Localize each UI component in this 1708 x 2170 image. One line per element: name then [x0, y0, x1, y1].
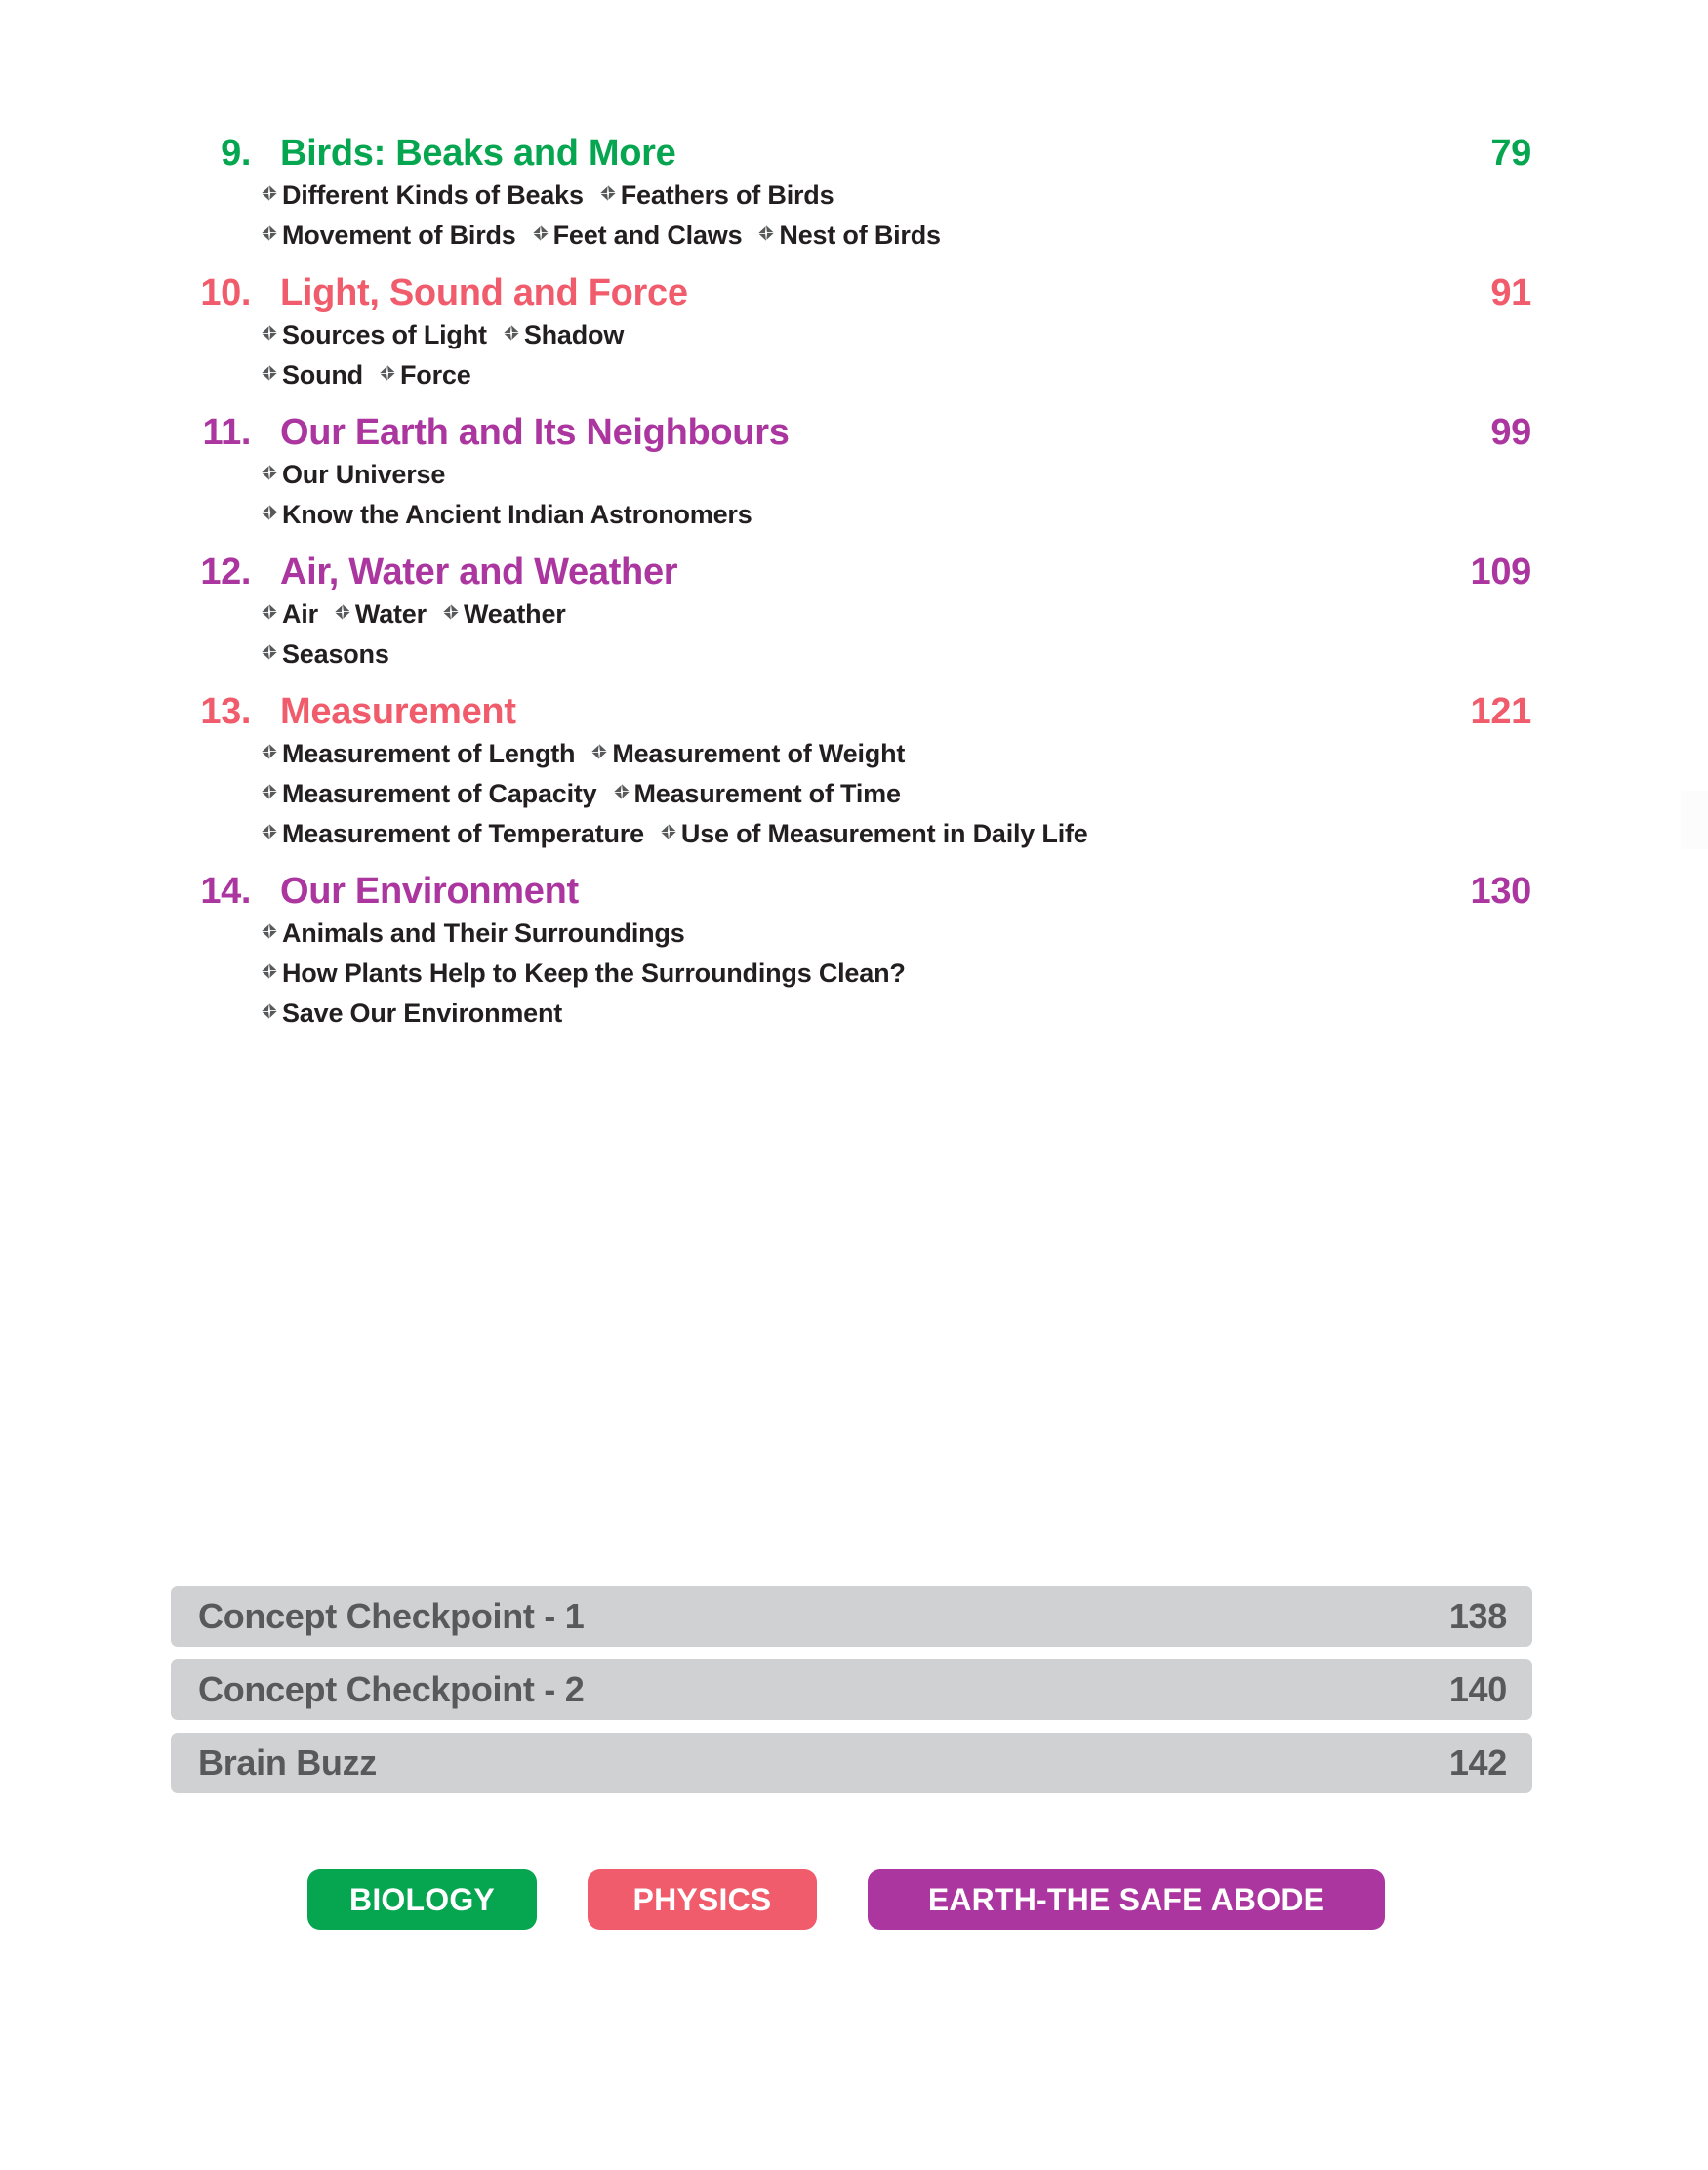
topic-item [261, 500, 752, 530]
topic-item [261, 819, 644, 849]
chapter-page-number: 130 [1470, 871, 1531, 912]
toc-chapter [171, 274, 1537, 390]
topic-item [599, 181, 834, 211]
chapter-topic-lines [171, 739, 1537, 849]
topic-line [261, 181, 1537, 211]
lozenge-bullet-icon [261, 324, 282, 342]
topic-line [261, 221, 1537, 251]
lozenge-bullet-icon [442, 603, 464, 621]
topic-item [660, 819, 1088, 849]
topic-label: Our Universe [282, 460, 446, 489]
topic-item [261, 739, 575, 769]
chapter-page-number: 91 [1490, 272, 1531, 313]
topic-line [261, 959, 1537, 989]
toc-chapter [171, 135, 1537, 251]
lozenge-bullet-icon [599, 184, 621, 202]
topic-item [613, 779, 901, 809]
lozenge-bullet-icon [261, 225, 282, 242]
topic-line [261, 819, 1537, 849]
topic-label: Air [282, 599, 318, 629]
chapter-page-number: 109 [1470, 552, 1531, 593]
topic-label: How Plants Help to Keep the Surroundings Clean? [282, 959, 906, 988]
topic-label: Measurement of Length [282, 739, 576, 768]
extras-bar-label: Concept Checkpoint - 2 [198, 1669, 585, 1709]
topic-label: Feathers of Birds [620, 181, 834, 210]
chapter-number: 9. [221, 133, 251, 174]
lozenge-bullet-icon [261, 184, 282, 202]
extras-bar-page-number: 140 [1448, 1669, 1507, 1709]
topic-line [261, 360, 1537, 390]
topic-item [261, 959, 906, 989]
extras-bar[interactable] [171, 1659, 1532, 1720]
topic-label: Measurement of Weight [612, 739, 906, 768]
topic-item [261, 779, 597, 809]
topic-label: Weather [463, 599, 566, 629]
chapter-heading-row[interactable] [171, 873, 1537, 910]
chapter-topic-lines [171, 460, 1537, 530]
lozenge-bullet-icon [261, 823, 282, 840]
topic-item [261, 599, 318, 630]
topic-label: Seasons [282, 639, 389, 669]
topic-line [261, 320, 1537, 350]
lozenge-bullet-icon [261, 922, 282, 940]
lozenge-bullet-icon [261, 962, 282, 980]
lozenge-bullet-icon [261, 464, 282, 481]
topic-label: Movement of Birds [282, 221, 516, 250]
lozenge-bullet-icon [261, 364, 282, 382]
toc-chapter [171, 553, 1537, 670]
lozenge-bullet-icon [532, 225, 553, 242]
lozenge-bullet-icon [503, 324, 524, 342]
topic-item [379, 360, 471, 390]
table-of-contents [171, 135, 1537, 1052]
topic-label: Know the Ancient Indian Astronomers [282, 500, 752, 529]
topic-item [334, 599, 427, 630]
topic-label: Water [354, 599, 427, 629]
topic-line [261, 500, 1537, 530]
toc-chapter [171, 873, 1537, 1029]
chapter-page-number: 99 [1490, 412, 1531, 453]
topic-label: Feet and Claws [552, 221, 743, 250]
chapter-number: 11. [202, 412, 251, 453]
subject-pill-group [307, 1869, 1385, 1930]
subject-pill-earth[interactable] [868, 1869, 1385, 1930]
topic-line [261, 919, 1537, 949]
lozenge-bullet-icon [613, 783, 634, 800]
lozenge-bullet-icon [261, 504, 282, 521]
lozenge-bullet-icon [379, 364, 400, 382]
topic-item [261, 999, 562, 1029]
topic-label: Force [399, 360, 471, 389]
topic-label: Save Our Environment [282, 999, 563, 1028]
chapter-title[interactable]: Our Earth and Its Neighbours [280, 412, 790, 453]
chapter-number: 14. [200, 871, 251, 912]
lozenge-bullet-icon [590, 743, 612, 760]
chapter-heading-row[interactable] [171, 274, 1537, 311]
topic-label: Animals and Their Surroundings [282, 919, 685, 948]
topic-item [261, 181, 584, 211]
chapter-number: 10. [200, 272, 251, 313]
topic-item [261, 639, 389, 670]
lozenge-bullet-icon [660, 823, 681, 840]
topic-line [261, 779, 1537, 809]
topic-item [590, 739, 905, 769]
chapter-number: 13. [200, 691, 251, 732]
extras-bar-page-number: 138 [1448, 1596, 1507, 1636]
chapter-heading-row[interactable] [171, 135, 1537, 172]
chapter-heading-row[interactable] [171, 553, 1537, 591]
topic-line [261, 739, 1537, 769]
topic-item [442, 599, 566, 630]
topic-line [261, 639, 1537, 670]
topic-label: Measurement of Time [633, 779, 901, 808]
subject-pill-label: BIOLOGY [349, 1881, 495, 1917]
chapter-topic-lines [171, 599, 1537, 670]
lozenge-bullet-icon [261, 603, 282, 621]
extras-bar-label: Concept Checkpoint - 1 [198, 1596, 585, 1636]
chapter-heading-row[interactable] [171, 414, 1537, 451]
lozenge-bullet-icon [261, 643, 282, 661]
lozenge-bullet-icon [261, 1003, 282, 1020]
chapter-title[interactable]: Our Environment [280, 871, 579, 912]
topic-label: Nest of Birds [779, 221, 941, 250]
toc-chapter [171, 414, 1537, 530]
topic-label: Different Kinds of Beaks [282, 181, 584, 210]
topic-line [261, 999, 1537, 1029]
lozenge-bullet-icon [334, 603, 355, 621]
topic-item [261, 460, 445, 490]
topic-line [261, 460, 1537, 490]
topic-label: Sources of Light [282, 320, 487, 349]
lozenge-bullet-icon [261, 743, 282, 760]
topic-label: Measurement of Capacity [282, 779, 597, 808]
topic-label: Measurement of Temperature [282, 819, 644, 848]
topic-item [261, 320, 487, 350]
topic-item [261, 360, 363, 390]
lozenge-bullet-icon [261, 783, 282, 800]
toc-chapter [171, 693, 1537, 849]
extras-bar[interactable] [171, 1733, 1532, 1793]
topic-item [757, 221, 940, 251]
extras-bar-list [171, 1586, 1532, 1806]
lozenge-bullet-icon [757, 225, 779, 242]
topic-item [261, 919, 685, 949]
subject-pill-label: EARTH-THE SAFE ABODE [927, 1881, 1325, 1917]
scan-edge-artifact [1681, 791, 1708, 849]
chapter-title[interactable]: Light, Sound and Force [280, 272, 688, 313]
chapter-page-number: 79 [1490, 133, 1531, 174]
chapter-topic-lines [171, 919, 1537, 1029]
topic-label: Use of Measurement in Daily Life [680, 819, 1088, 848]
topic-label: Shadow [523, 320, 625, 349]
topic-item [532, 221, 743, 251]
topic-label: Sound [282, 360, 363, 389]
topic-item [261, 221, 516, 251]
chapter-topic-lines [171, 181, 1537, 251]
subject-pill-physics[interactable] [588, 1869, 817, 1930]
subject-pill-biology[interactable] [307, 1869, 537, 1930]
chapter-page-number: 121 [1470, 691, 1531, 732]
topic-line [261, 599, 1537, 630]
chapter-topic-lines [171, 320, 1537, 390]
chapter-title[interactable]: Measurement [280, 691, 516, 732]
chapter-number: 12. [200, 552, 251, 593]
subject-pill-label: PHYSICS [632, 1881, 772, 1917]
extras-bar[interactable] [171, 1586, 1532, 1647]
chapter-title[interactable]: Air, Water and Weather [280, 552, 678, 593]
topic-item [503, 320, 624, 350]
extras-bar-page-number: 142 [1448, 1742, 1507, 1782]
chapter-title[interactable]: Birds: Beaks and More [280, 133, 676, 174]
extras-bar-label: Brain Buzz [198, 1742, 378, 1782]
chapter-heading-row[interactable] [171, 693, 1537, 730]
